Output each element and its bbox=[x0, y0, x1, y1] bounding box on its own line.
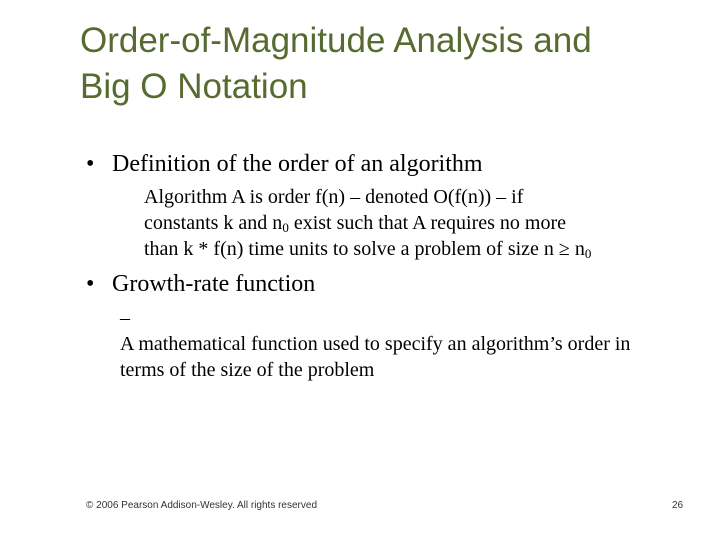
definition-line-2-end: exist such that A requires no more bbox=[288, 212, 566, 234]
title-line-1: Order-of-Magnitude Analysis and bbox=[80, 21, 592, 60]
dash-marker: – bbox=[120, 307, 130, 329]
bullet-definition-text: Definition of the order of an algorithm bbox=[112, 151, 483, 177]
subscript-zero: 0 bbox=[584, 246, 592, 261]
bullet-growth-rate bbox=[86, 270, 315, 298]
growth-rate-subitem bbox=[120, 305, 680, 383]
definition-line-1: Algorithm A is order f(n) – denoted O(f(n)) – if bbox=[144, 186, 524, 208]
title-line-2: Big O Notation bbox=[80, 67, 308, 106]
slide-title bbox=[80, 18, 700, 110]
copyright-footer: © 2006 Pearson Addison-Wesley. All rights reserved bbox=[86, 500, 318, 511]
page-number: 26 bbox=[672, 500, 684, 511]
definition-text bbox=[144, 184, 704, 262]
definition-line-3 bbox=[144, 236, 704, 262]
definition-line-2-start: constants k and n bbox=[144, 212, 283, 234]
bullet-marker: • bbox=[86, 151, 95, 177]
bullet-marker: • bbox=[86, 271, 95, 297]
definition-line-2 bbox=[144, 210, 704, 236]
bullet-growth-rate-text: Growth-rate function bbox=[112, 271, 316, 297]
subscript-zero: 0 bbox=[282, 220, 289, 235]
bullet-definition bbox=[86, 150, 483, 178]
growth-rate-description: A mathematical function used to specify an algorithm’s order in terms of the size of the problem bbox=[120, 333, 631, 381]
definition-line-3-text: than k * f(n) time units to solve a problem of size n ≥ n bbox=[144, 238, 585, 260]
